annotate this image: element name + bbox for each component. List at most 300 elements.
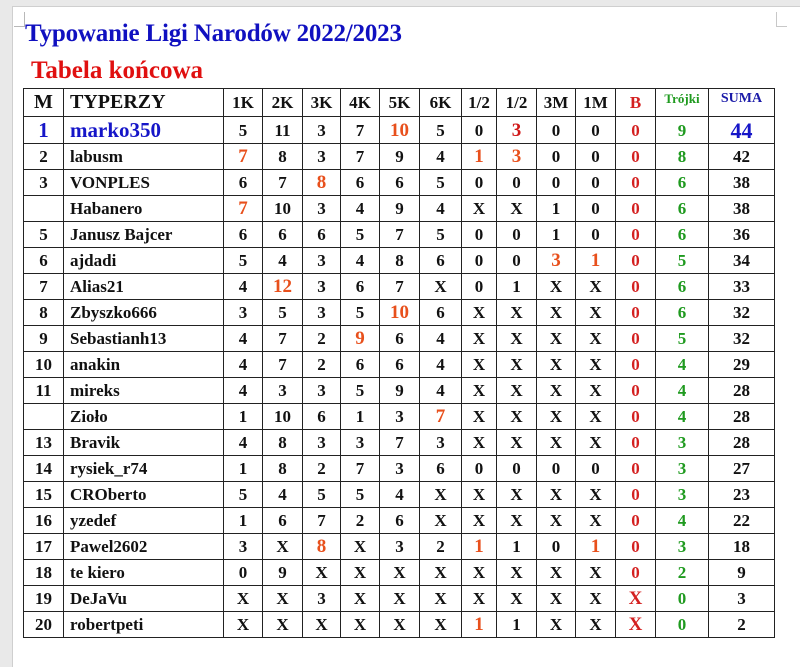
table-row <box>24 352 775 378</box>
trojki: 0 <box>656 586 709 612</box>
score-1k: 3 <box>224 300 263 326</box>
margin-corner-mark <box>776 12 787 27</box>
document-subtitle: Tabela końcowa <box>31 57 204 84</box>
score-5k: 10 <box>380 117 420 144</box>
header-4k: 4K <box>341 89 380 117</box>
score-6k: X <box>420 586 462 612</box>
score-half-2: X <box>497 300 537 326</box>
trojki: 6 <box>656 170 709 196</box>
score-1k: 4 <box>224 430 263 456</box>
trojki: 3 <box>656 534 709 560</box>
position: 3 <box>24 170 64 196</box>
score-3k: 3 <box>303 196 341 222</box>
score-5k: 6 <box>380 170 420 196</box>
score-1m: X <box>576 274 616 300</box>
score-1k: X <box>224 586 263 612</box>
header-3m: 3M <box>537 89 576 117</box>
player-name: marko350 <box>64 117 224 144</box>
score-2k: 7 <box>263 352 303 378</box>
header-5k: 5K <box>380 89 420 117</box>
score-6k: X <box>420 612 462 638</box>
header-half-1: 1/2 <box>462 89 497 117</box>
header-bonus: B <box>616 89 656 117</box>
bonus: 0 <box>616 326 656 352</box>
header-players: TYPERZY <box>64 89 224 117</box>
score-6k: X <box>420 508 462 534</box>
score-2k: 7 <box>263 326 303 352</box>
score-half-1: X <box>462 560 497 586</box>
score-2k: 3 <box>263 378 303 404</box>
score-half-2: 0 <box>497 248 537 274</box>
score-2k: 10 <box>263 196 303 222</box>
score-5k: 10 <box>380 300 420 326</box>
score-3k: X <box>303 560 341 586</box>
score-3k: 8 <box>303 534 341 560</box>
player-name: CROberto <box>64 482 224 508</box>
score-half-2: 0 <box>497 456 537 482</box>
score-1k: 7 <box>224 144 263 170</box>
score-half-2: X <box>497 560 537 586</box>
score-half-1: X <box>462 430 497 456</box>
score-1m: X <box>576 612 616 638</box>
score-6k: 2 <box>420 534 462 560</box>
trojki: 6 <box>656 222 709 248</box>
score-half-2: X <box>497 326 537 352</box>
player-name: rysiek_r74 <box>64 456 224 482</box>
score-6k: 4 <box>420 196 462 222</box>
score-half-2: 3 <box>497 117 537 144</box>
sum: 38 <box>709 170 775 196</box>
position: 1 <box>24 117 64 144</box>
score-2k: 4 <box>263 482 303 508</box>
score-3m: 1 <box>537 196 576 222</box>
score-5k: 6 <box>380 326 420 352</box>
score-5k: 8 <box>380 248 420 274</box>
trojki: 8 <box>656 144 709 170</box>
score-half-2: X <box>497 404 537 430</box>
score-6k: 4 <box>420 326 462 352</box>
score-half-1: 0 <box>462 222 497 248</box>
sum: 18 <box>709 534 775 560</box>
score-half-2: 1 <box>497 534 537 560</box>
score-1m: 0 <box>576 456 616 482</box>
table-row <box>24 378 775 404</box>
score-1m: 0 <box>576 222 616 248</box>
score-1k: X <box>224 612 263 638</box>
sum: 27 <box>709 456 775 482</box>
score-4k: 4 <box>341 196 380 222</box>
player-name: Janusz Bajcer <box>64 222 224 248</box>
trojki: 4 <box>656 352 709 378</box>
position: 18 <box>24 560 64 586</box>
header-sum: SUMA <box>709 89 775 117</box>
position: 16 <box>24 508 64 534</box>
score-5k: 9 <box>380 144 420 170</box>
header-6k: 6K <box>420 89 462 117</box>
score-half-2: X <box>497 508 537 534</box>
sum: 44 <box>709 117 775 144</box>
score-half-1: X <box>462 586 497 612</box>
position: 2 <box>24 144 64 170</box>
score-1k: 4 <box>224 274 263 300</box>
position: 11 <box>24 378 64 404</box>
score-6k: X <box>420 482 462 508</box>
score-4k: 5 <box>341 378 380 404</box>
score-half-2: 3 <box>497 144 537 170</box>
player-name: yzedef <box>64 508 224 534</box>
score-5k: X <box>380 560 420 586</box>
bonus: 0 <box>616 482 656 508</box>
player-name: VONPLES <box>64 170 224 196</box>
score-half-2: X <box>497 378 537 404</box>
score-3k: 8 <box>303 170 341 196</box>
player-name: labusm <box>64 144 224 170</box>
score-3m: X <box>537 404 576 430</box>
score-4k: X <box>341 560 380 586</box>
score-5k: 9 <box>380 378 420 404</box>
score-1m: X <box>576 378 616 404</box>
score-2k: X <box>263 534 303 560</box>
score-3m: 0 <box>537 117 576 144</box>
trojki: 4 <box>656 378 709 404</box>
sum: 36 <box>709 222 775 248</box>
score-4k: X <box>341 586 380 612</box>
score-3k: 3 <box>303 274 341 300</box>
position: 19 <box>24 586 64 612</box>
score-3k: 2 <box>303 456 341 482</box>
score-3m: 0 <box>537 456 576 482</box>
score-4k: 9 <box>341 326 380 352</box>
score-1m: 0 <box>576 144 616 170</box>
trojki: 6 <box>656 196 709 222</box>
score-half-1: X <box>462 352 497 378</box>
player-name: Pawel2602 <box>64 534 224 560</box>
score-half-1: X <box>462 326 497 352</box>
player-name: DeJaVu <box>64 586 224 612</box>
sum: 9 <box>709 560 775 586</box>
score-3k: 2 <box>303 352 341 378</box>
player-name: mireks <box>64 378 224 404</box>
score-2k: 7 <box>263 170 303 196</box>
score-5k: 7 <box>380 430 420 456</box>
bonus: 0 <box>616 430 656 456</box>
sum: 29 <box>709 352 775 378</box>
trojki: 5 <box>656 248 709 274</box>
player-name: Zioło <box>64 404 224 430</box>
score-3m: 0 <box>537 534 576 560</box>
score-3k: 3 <box>303 144 341 170</box>
score-1k: 5 <box>224 482 263 508</box>
score-1m: 1 <box>576 534 616 560</box>
score-1k: 5 <box>224 248 263 274</box>
score-1k: 4 <box>224 352 263 378</box>
trojki: 3 <box>656 430 709 456</box>
score-half-2: 0 <box>497 170 537 196</box>
score-half-1: X <box>462 508 497 534</box>
sum: 28 <box>709 430 775 456</box>
score-1m: X <box>576 404 616 430</box>
bonus: 0 <box>616 404 656 430</box>
score-2k: 5 <box>263 300 303 326</box>
score-half-1: X <box>462 196 497 222</box>
score-6k: 7 <box>420 404 462 430</box>
player-name: anakin <box>64 352 224 378</box>
bonus: X <box>616 612 656 638</box>
score-1k: 4 <box>224 326 263 352</box>
player-name: robertpeti <box>64 612 224 638</box>
margin-corner-mark <box>14 12 25 27</box>
score-4k: 6 <box>341 352 380 378</box>
player-name: Alias21 <box>64 274 224 300</box>
score-5k: 9 <box>380 196 420 222</box>
trojki: 4 <box>656 508 709 534</box>
sum: 32 <box>709 300 775 326</box>
score-3m: X <box>537 508 576 534</box>
score-4k: 2 <box>341 508 380 534</box>
score-6k: 5 <box>420 170 462 196</box>
score-5k: 7 <box>380 274 420 300</box>
table-row <box>24 482 775 508</box>
trojki: 9 <box>656 117 709 144</box>
score-half-2: X <box>497 196 537 222</box>
score-4k: 5 <box>341 482 380 508</box>
score-2k: 6 <box>263 222 303 248</box>
player-name: Bravik <box>64 430 224 456</box>
trojki: 4 <box>656 404 709 430</box>
standings-table <box>23 88 775 638</box>
score-2k: X <box>263 586 303 612</box>
score-3k: 6 <box>303 404 341 430</box>
score-1m: 1 <box>576 248 616 274</box>
score-2k: X <box>263 612 303 638</box>
table-row <box>24 117 775 144</box>
position: 9 <box>24 326 64 352</box>
score-1k: 1 <box>224 404 263 430</box>
sum: 23 <box>709 482 775 508</box>
player-name: Sebastianh13 <box>64 326 224 352</box>
bonus: 0 <box>616 378 656 404</box>
score-4k: 7 <box>341 117 380 144</box>
table-row <box>24 534 775 560</box>
score-2k: 4 <box>263 248 303 274</box>
header-trojki: Trójki <box>656 89 709 117</box>
score-3m: X <box>537 482 576 508</box>
score-6k: 4 <box>420 144 462 170</box>
score-half-1: 1 <box>462 534 497 560</box>
bonus: 0 <box>616 144 656 170</box>
table-row <box>24 508 775 534</box>
score-3m: X <box>537 430 576 456</box>
score-3m: X <box>537 612 576 638</box>
score-3k: 3 <box>303 248 341 274</box>
score-6k: 4 <box>420 378 462 404</box>
score-3m: 1 <box>537 222 576 248</box>
score-half-2: X <box>497 430 537 456</box>
position: 13 <box>24 430 64 456</box>
position: 5 <box>24 222 64 248</box>
score-3m: X <box>537 586 576 612</box>
score-2k: 6 <box>263 508 303 534</box>
score-2k: 11 <box>263 117 303 144</box>
sum: 32 <box>709 326 775 352</box>
score-4k: X <box>341 534 380 560</box>
position: 8 <box>24 300 64 326</box>
bonus: 0 <box>616 300 656 326</box>
score-half-1: 1 <box>462 612 497 638</box>
score-4k: 6 <box>341 274 380 300</box>
score-1k: 6 <box>224 222 263 248</box>
score-4k: 7 <box>341 144 380 170</box>
sum: 33 <box>709 274 775 300</box>
sum: 3 <box>709 586 775 612</box>
score-2k: 8 <box>263 144 303 170</box>
trojki: 3 <box>656 482 709 508</box>
score-1k: 1 <box>224 456 263 482</box>
score-half-1: 0 <box>462 170 497 196</box>
score-3k: 3 <box>303 586 341 612</box>
score-5k: 6 <box>380 508 420 534</box>
trojki: 2 <box>656 560 709 586</box>
position: 17 <box>24 534 64 560</box>
score-6k: 6 <box>420 300 462 326</box>
score-1m: X <box>576 508 616 534</box>
position: 14 <box>24 456 64 482</box>
score-half-1: X <box>462 404 497 430</box>
bonus: 0 <box>616 222 656 248</box>
player-name: Zbyszko666 <box>64 300 224 326</box>
bonus: 0 <box>616 534 656 560</box>
score-3m: 0 <box>537 170 576 196</box>
table-row <box>24 404 775 430</box>
score-1m: X <box>576 560 616 586</box>
score-5k: 3 <box>380 534 420 560</box>
score-1m: X <box>576 430 616 456</box>
player-name: te kiero <box>64 560 224 586</box>
score-3k: 6 <box>303 222 341 248</box>
score-half-1: X <box>462 482 497 508</box>
score-3k: X <box>303 612 341 638</box>
sum: 28 <box>709 378 775 404</box>
score-6k: 5 <box>420 222 462 248</box>
score-2k: 8 <box>263 430 303 456</box>
score-3m: X <box>537 378 576 404</box>
bonus: 0 <box>616 274 656 300</box>
sum: 42 <box>709 144 775 170</box>
header-half-2: 1/2 <box>497 89 537 117</box>
player-name: Habanero <box>64 196 224 222</box>
header-position: M <box>24 89 64 117</box>
score-2k: 9 <box>263 560 303 586</box>
score-1k: 0 <box>224 560 263 586</box>
score-half-2: X <box>497 586 537 612</box>
table-row <box>24 196 775 222</box>
score-3k: 3 <box>303 300 341 326</box>
score-1m: 0 <box>576 196 616 222</box>
score-3k: 3 <box>303 430 341 456</box>
bonus: 0 <box>616 508 656 534</box>
score-half-2: 1 <box>497 274 537 300</box>
score-5k: X <box>380 586 420 612</box>
score-1k: 7 <box>224 196 263 222</box>
score-1k: 4 <box>224 378 263 404</box>
table-row <box>24 560 775 586</box>
score-5k: X <box>380 612 420 638</box>
header-1k: 1K <box>224 89 263 117</box>
score-4k: X <box>341 612 380 638</box>
player-name: ajdadi <box>64 248 224 274</box>
score-1k: 3 <box>224 534 263 560</box>
bonus: 0 <box>616 117 656 144</box>
score-6k: 4 <box>420 352 462 378</box>
table-header-row <box>24 89 775 117</box>
score-1m: X <box>576 586 616 612</box>
header-2k: 2K <box>263 89 303 117</box>
score-1k: 1 <box>224 508 263 534</box>
header-1m: 1M <box>576 89 616 117</box>
score-3k: 5 <box>303 482 341 508</box>
header-3k: 3K <box>303 89 341 117</box>
score-3m: X <box>537 300 576 326</box>
table-row <box>24 586 775 612</box>
sum: 2 <box>709 612 775 638</box>
score-half-2: 1 <box>497 612 537 638</box>
score-3k: 7 <box>303 508 341 534</box>
score-half-1: 1 <box>462 144 497 170</box>
score-4k: 7 <box>341 456 380 482</box>
position <box>24 196 64 222</box>
score-6k: X <box>420 560 462 586</box>
score-6k: 5 <box>420 117 462 144</box>
score-1k: 5 <box>224 117 263 144</box>
score-6k: X <box>420 274 462 300</box>
score-half-1: X <box>462 300 497 326</box>
score-2k: 8 <box>263 456 303 482</box>
bonus: 0 <box>616 456 656 482</box>
table-row <box>24 248 775 274</box>
score-3m: 3 <box>537 248 576 274</box>
position <box>24 404 64 430</box>
score-3m: X <box>537 352 576 378</box>
trojki: 6 <box>656 274 709 300</box>
table-row <box>24 326 775 352</box>
score-4k: 4 <box>341 248 380 274</box>
score-2k: 12 <box>263 274 303 300</box>
trojki: 0 <box>656 612 709 638</box>
score-4k: 3 <box>341 430 380 456</box>
score-5k: 7 <box>380 222 420 248</box>
table-row <box>24 300 775 326</box>
position: 6 <box>24 248 64 274</box>
score-3m: X <box>537 560 576 586</box>
score-1m: 0 <box>576 117 616 144</box>
table-row <box>24 612 775 638</box>
table-row <box>24 144 775 170</box>
score-1m: X <box>576 482 616 508</box>
bonus: X <box>616 586 656 612</box>
score-6k: 6 <box>420 248 462 274</box>
table-row <box>24 430 775 456</box>
sum: 38 <box>709 196 775 222</box>
score-half-2: 0 <box>497 222 537 248</box>
bonus: 0 <box>616 560 656 586</box>
bonus: 0 <box>616 248 656 274</box>
score-3k: 3 <box>303 378 341 404</box>
sum: 28 <box>709 404 775 430</box>
position: 20 <box>24 612 64 638</box>
bonus: 0 <box>616 352 656 378</box>
score-half-1: X <box>462 378 497 404</box>
position: 7 <box>24 274 64 300</box>
